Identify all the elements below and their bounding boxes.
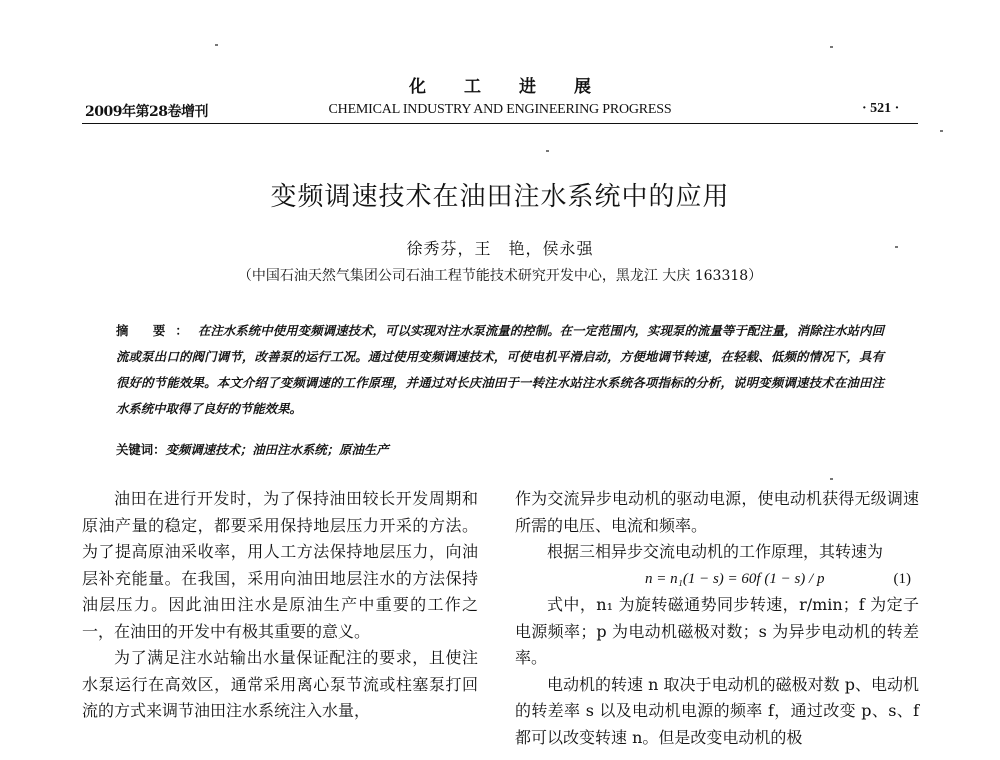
issue-info: 2009年第28卷增刊 xyxy=(85,104,208,120)
paragraph: 为了满足注水站输出水量保证配注的要求，且使注水泵运行在高效区，通常采用离心泵节流或柱塞泵打回流的方式来调节油田注水系统注入水量， xyxy=(82,648,478,720)
scan-speck xyxy=(940,130,943,132)
equation-text: n = n₁(1 − s) = 60f (1 − s) / p xyxy=(645,570,825,587)
paragraph: 作为交流异步电动机的驱动电源，使电动机获得无级调速所需的电压、电流和频率。 xyxy=(515,489,919,535)
paragraph: 油田在进行开发时，为了保持油田较长开发周期和原油产量的稳定，都要采用保持地层压力开采的方法。为了提高原油采收率，用人工方法保持地层压力，向油层补充能量。在我国，采用向油田地层注水的方法保持油层压力。因此油田注水是原油生产中重要的工作之一，在油田的开发中有极其重要的意义。 xyxy=(82,489,478,641)
keywords xyxy=(116,440,389,458)
affiliation: （中国石油天然气集团公司石油工程节能技术研究开发中心，黑龙江 大庆 163318） xyxy=(237,268,763,284)
body-column-right xyxy=(515,486,919,751)
keywords-label: 关键词： xyxy=(116,442,166,457)
scan-speck xyxy=(215,44,218,46)
header-rule xyxy=(82,123,918,124)
paragraph: 式中，n₁ 为旋转磁通势同步转速，r/min；f 为定子电源频率；p 为电动机磁极对数；s 为异步电动机的转差率。 xyxy=(515,595,919,667)
paragraph: 根据三相异步交流电动机的工作原理，其转速为 xyxy=(547,542,884,561)
abstract-text: 在注水系统中使用变频调速技术，可以实现对注水泵流量的控制。在一定范围内，实现泵的流量等于配注量，消除注水站内回流或泵出口的阀门调节，改善泵的运行工况。通过使用变频调速技术，可使电机平滑启动，方便地调节转速，在轻载、低频的情况下，具有很好的节能效果。本文介绍了变频调速的工作原理，并通过对长庆油田于一转注水站注水系统各项指标的分析，说明变频调速技术在油田注水系统中取得了良好的节能效果。 xyxy=(116,323,884,416)
abstract-label: 摘 要： xyxy=(116,323,198,338)
paragraph: 电动机的转速 n 取决于电动机的磁极对数 p、电动机的转差率 s 以及电动机电源的频率 f，通过改变 p、s、f 都可以改变转速 n。但是改变电动机的极 xyxy=(515,674,919,747)
body-column-left xyxy=(82,486,478,725)
scan-speck xyxy=(830,478,833,480)
equation-number: (1) xyxy=(893,570,911,587)
abstract xyxy=(116,318,884,422)
article-title: 变频调速技术在油田注水系统中的应用 xyxy=(270,182,730,212)
scan-speck xyxy=(895,246,898,248)
scan-speck xyxy=(830,46,833,48)
scan-speck xyxy=(546,150,549,152)
journal-name-en: CHEMICAL INDUSTRY AND ENGINEERING PROGRESS xyxy=(328,102,672,117)
keywords-text: 变频调速技术；油田注水系统；原油生产 xyxy=(165,442,389,457)
authors: 徐秀芬，王 艳，侯永强 xyxy=(406,239,594,258)
page-number: · 521 · xyxy=(862,101,900,116)
journal-name-cn: 化工进展 xyxy=(409,77,629,97)
equation-1 xyxy=(515,566,919,593)
